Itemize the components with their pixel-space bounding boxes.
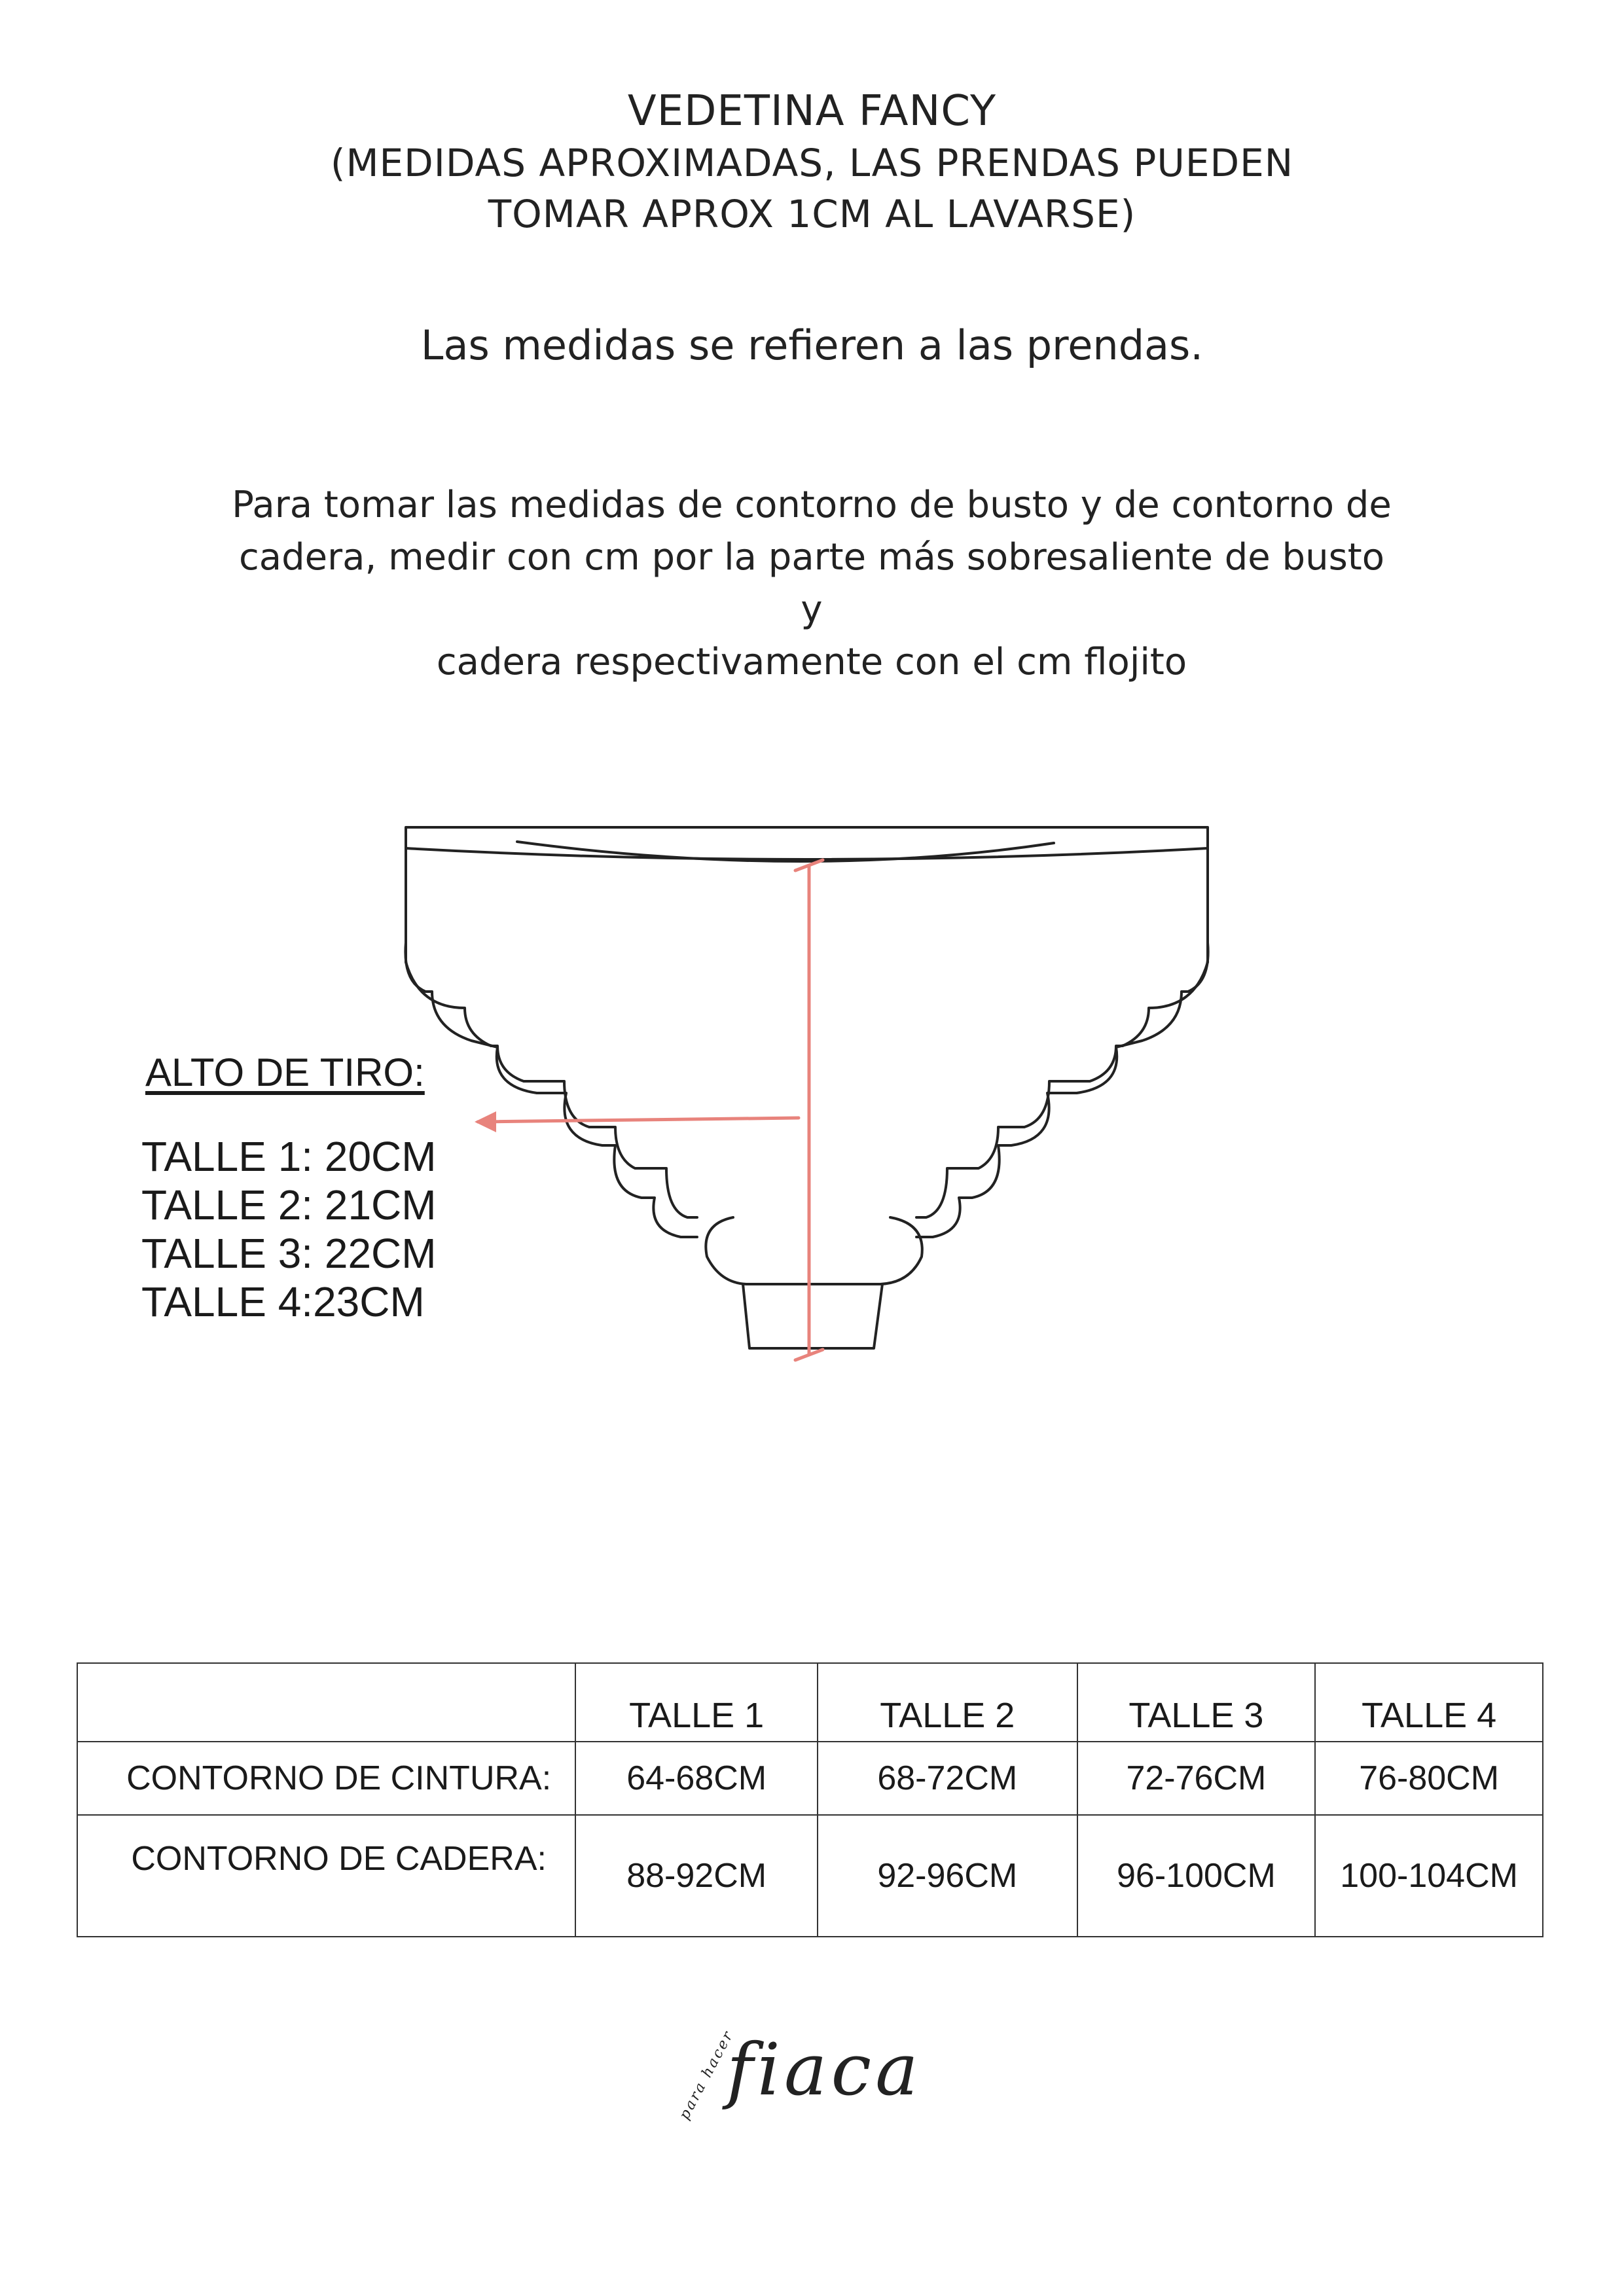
gusset-panel	[743, 1284, 882, 1348]
rise-size-4: TALLE 4:23CM	[141, 1278, 425, 1325]
instructions-line-3: cadera respectivamente con el cm flojito	[436, 641, 1187, 683]
inner-scallop-right	[916, 962, 1208, 1217]
rise-size-2: TALLE 2: 21CM	[141, 1181, 437, 1229]
table-cell: 96-100CM	[1077, 1815, 1316, 1937]
table-cell: 88-92CM	[575, 1815, 818, 1937]
row-label-waist: CONTORNO DE CINTURA:	[77, 1742, 575, 1815]
table-header-cell	[77, 1663, 575, 1742]
page-title: VEDETINA FANCY	[627, 87, 997, 135]
rise-size-1: TALLE 1: 20CM	[141, 1133, 437, 1180]
instructions	[223, 479, 1401, 689]
brand-logo	[661, 1996, 949, 2127]
rise-size-list	[141, 1132, 437, 1326]
table-row	[77, 1742, 1543, 1815]
table-cell: 68-72CM	[818, 1742, 1077, 1815]
logo-small-text: para hacer	[676, 2027, 738, 2123]
gusset-outline	[706, 1217, 922, 1284]
table-header-cell: TALLE 4	[1315, 1663, 1543, 1742]
table-cell: 64-68CM	[575, 1742, 818, 1815]
table-header-cell: TALLE 1	[575, 1663, 818, 1742]
table-cell: 76-80CM	[1315, 1742, 1543, 1815]
outer-scallop-right	[916, 942, 1208, 1237]
table-cell: 100-104CM	[1315, 1815, 1543, 1937]
rise-label: ALTO DE TIRO:	[145, 1050, 425, 1094]
table-header-cell: TALLE 2	[818, 1663, 1077, 1742]
table-cell: 92-96CM	[818, 1815, 1077, 1937]
rise-pointer-arrowhead	[475, 1111, 496, 1132]
table-cell: 72-76CM	[1077, 1742, 1316, 1815]
inner-scallop-left	[406, 962, 697, 1217]
outer-scallop-left	[405, 942, 697, 1237]
rise-size-3: TALLE 3: 22CM	[141, 1230, 437, 1277]
instructions-line-2: cadera, medir con cm por la parte más sobresaliente de busto y	[239, 536, 1384, 631]
row-label-hip: CONTORNO DE CADERA:	[77, 1815, 575, 1937]
logo-brand-text: fiaca	[727, 2028, 922, 2111]
instructions-line-1: Para tomar las medidas de contorno de busto y de contorno de	[232, 484, 1392, 526]
table-header-row	[77, 1663, 1543, 1742]
subtitle-line-1: (MEDIDAS APROXIMADAS, LAS PRENDAS PUEDEN	[330, 141, 1294, 185]
rise-pointer-arrow-shaft	[478, 1118, 799, 1122]
table-header-cell: TALLE 3	[1077, 1663, 1316, 1742]
garment-diagram	[393, 812, 1218, 1374]
size-table	[77, 1662, 1543, 1937]
table-row	[77, 1815, 1543, 1937]
header	[0, 85, 1624, 240]
measurement-note: Las medidas se refieren a las prendas.	[420, 321, 1204, 369]
subtitle-line-2: TOMAR APROX 1CM AL LAVARSE)	[488, 192, 1136, 236]
